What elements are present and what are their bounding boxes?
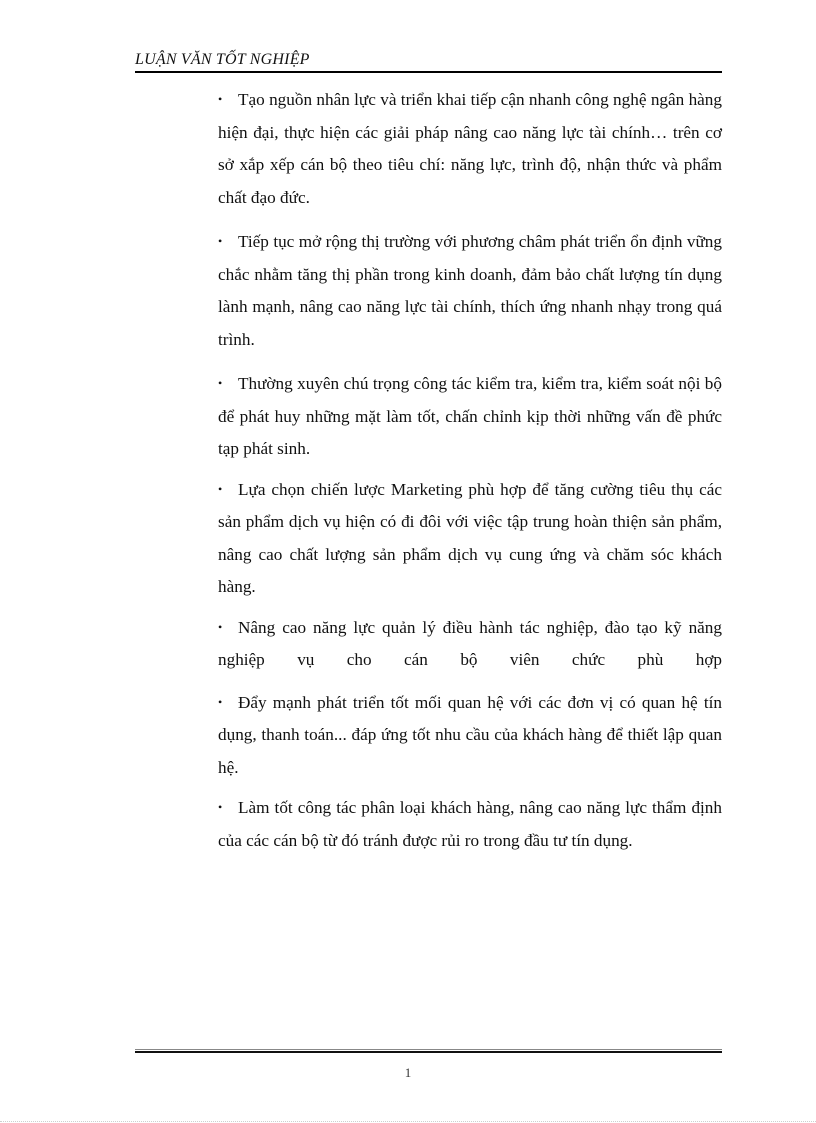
bullet-paragraph-4 [135,473,722,604]
footer-rule-thick [135,1051,722,1053]
paragraph-gap [135,466,722,473]
paragraph-text: Lựa chọn chiến lược Marketing phù hợp để tăng cường tiêu thụ các sản phẩm dịch vụ hiện có đi đôi với việc tập trung hoàn thiện sản phẩm, nâng cao chất lượng sản phẩm dịch vụ cung ứng và chăm sóc khách hàng. [218,479,722,596]
document-body [135,83,722,857]
paragraph-text: Thường xuyên chú trọng công tác kiểm tra, kiểm tra, kiểm soát nội bộ để phát huy những mặt làm tốt, chấn chỉnh kịp thời những vấn đề phức tạp phát sinh. [218,374,722,458]
bullet-icon: • [218,92,223,106]
bullet-paragraph-7 [135,791,722,857]
bullet-paragraph-6 [135,686,722,785]
paragraph-text: Nâng cao năng lực quản lý điều hành tác nghiệp, đào tạo kỹ năng nghiệp vụ cho cán bộ viên chức phù hợp [218,617,722,669]
bullet-icon: • [218,481,223,496]
paragraph-text: Tạo nguồn nhân lực và triển khai tiếp cận nhanh công nghệ ngân hàng hiện đại, thực hiện các giải pháp nâng cao năng lực tài chính… trên cơ sở xắp xếp cán bộ theo tiêu chí: năng lực, trình độ, nhận thức và phẩm chất đạo đức. [218,90,722,207]
page-header [135,49,722,73]
bullet-paragraph-2 [135,225,722,356]
header-rule [135,71,722,73]
bullet-icon: • [218,376,223,390]
page-number: 1 [404,1065,412,1080]
page-edge-divider [0,1121,816,1122]
bullet-paragraph-1 [135,83,722,214]
bullet-icon: • [218,234,223,248]
footer-rule-thin [135,1049,722,1050]
bullet-paragraph-3 [135,367,722,466]
bullet-icon: • [218,619,223,634]
bullet-icon: • [218,694,223,709]
bullet-paragraph-5 [135,611,722,677]
paragraph-gap [135,604,722,611]
paragraph-gap [135,218,722,225]
paragraph-text: Làm tốt công tác phân loại khách hàng, nâng cao năng lực thẩm định của các cán bộ từ đó tránh được rủi ro trong đầu tư tín dụng. [218,798,722,850]
paragraph-gap [135,360,722,367]
paragraph-gap [135,784,722,791]
paragraph-text: Tiếp tục mở rộng thị trường với phương châm phát triển ổn định vững chắc nhằm tăng thị phần trong kinh doanh, đảm bảo chất lượng tín dụng lành mạnh, nâng cao năng lực tài chính, thích ứng nhanh nhạy trong quá trình. [218,232,722,349]
header-title: LUẬN VĂN TỐT NGHIỆP [135,51,310,68]
paragraph-text: Đẩy mạnh phát triển tốt mối quan hệ với các đơn vị có quan hệ tín dụng, thanh toán... đáp ứng tốt nhu cầu của khách hàng để thiết lập quan hệ. [218,692,722,777]
bullet-icon: • [218,800,223,814]
